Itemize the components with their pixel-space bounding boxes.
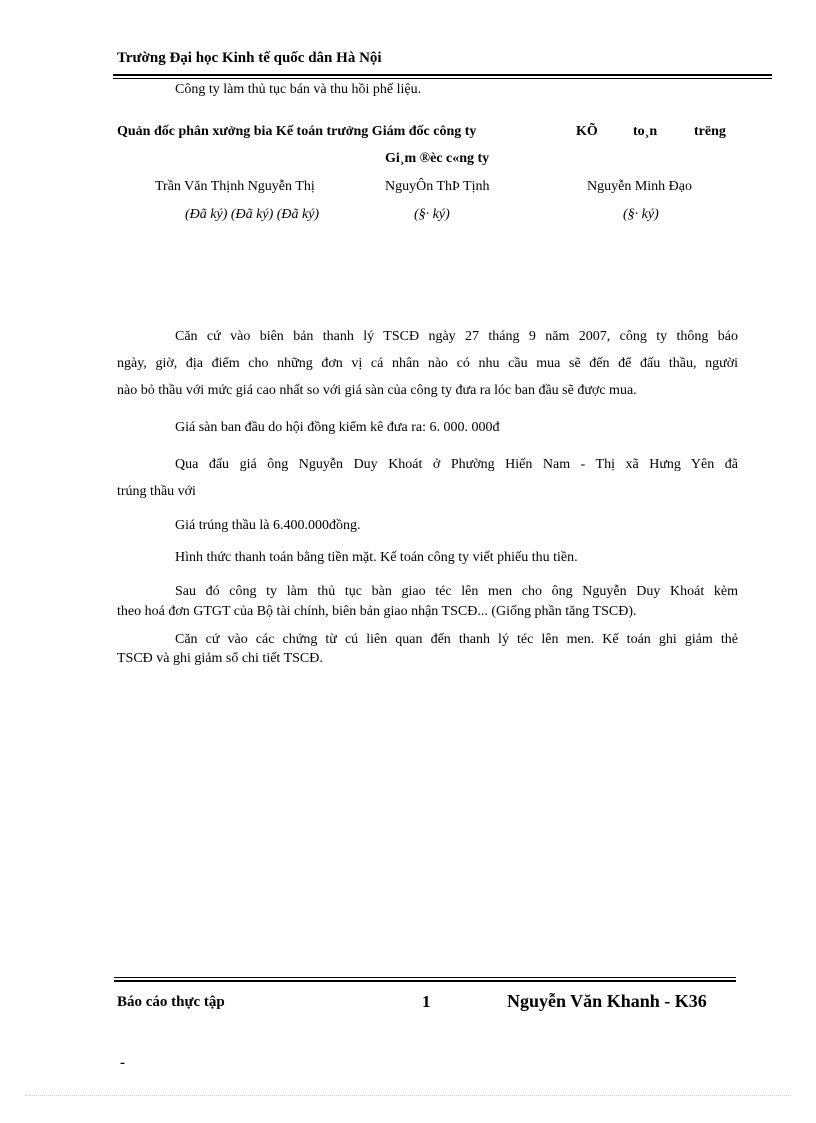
signature-title-garbled-3: trëng <box>694 124 726 139</box>
para7-line1: Căn cứ vào các chứng từ cú liên quan đến thanh lý téc lên men. Kế toán ghi giảm thẻ <box>175 632 738 647</box>
signed-mark-middle: (§· ký) <box>414 207 450 222</box>
para2: Giá sàn ban đầu do hội đồng kiểm kê đưa ra: 6. 000. 000đ <box>175 420 500 435</box>
signature-titles: Quản đốc phân xưởng bia Kế toán trưởng Giám đốc công ty <box>117 124 477 139</box>
footer-report-label: Báo cáo thực tập <box>117 994 225 1010</box>
signature-title-garbled-2: to¸n <box>633 124 658 139</box>
para1-line1: Căn cứ vào biên bản thanh lý TSCĐ ngày 27 tháng 9 năm 2007, công ty thông báo <box>175 329 738 344</box>
footer-rule-thin <box>114 977 736 978</box>
para6-line1: Sau đó công ty làm thủ tục bàn giao téc lên men cho ông Nguyễn Duy Khoát kèm <box>175 584 738 599</box>
para1-line3: nào bỏ thầu với mức giá cao nhất so với giá sàn của công ty đưa ra lóc ban đầu sẽ được mua. <box>117 383 637 398</box>
footer-mark: - <box>120 1055 125 1071</box>
para5: Hình thức thanh toán bằng tiền mặt. Kế toán công ty viết phiếu thu tiền. <box>175 550 578 565</box>
header-rule <box>113 74 772 76</box>
para6-line2: theo hoá đơn GTGT của Bộ tài chính, biên bản giao nhận TSCĐ... (Giống phần tăng TSCĐ). <box>117 604 637 619</box>
para3-line1: Qua đấu giá ông Nguyễn Duy Khoát ở Phường Hiến Nam - Thị xã Hưng Yên đã <box>175 457 738 472</box>
para3-line2: trúng thầu với <box>117 484 196 499</box>
signer-name-right: Nguyễn Minh Đạo <box>587 179 692 194</box>
para7-line2: TSCĐ và ghi giảm sổ chi tiết TSCĐ. <box>117 651 323 666</box>
footer-rule <box>114 980 736 982</box>
header-rule-thin <box>113 78 772 79</box>
intro-line: Công ty làm thủ tục bán và thu hồi phế liệu. <box>175 82 422 97</box>
signed-marks-left: (Đã ký) (Đã ký) (Đã ký) <box>185 207 320 222</box>
page-number: 1 <box>422 992 431 1011</box>
signature-title-row2: Gi¸m ®èc c«ng ty <box>385 151 490 166</box>
page-header: Trường Đại học Kinh tế quốc dân Hà Nội <box>117 50 382 66</box>
signed-mark-right: (§· ký) <box>623 207 659 222</box>
signature-title-garbled-1: KÕ <box>576 124 598 139</box>
para4: Giá trúng thầu là 6.400.000đồng. <box>175 518 361 533</box>
page-bottom-border <box>25 1095 791 1096</box>
signer-name-middle: NguyÔn ThÞ Tịnh <box>385 179 490 194</box>
signer-names-left: Trần Văn Thịnh Nguyễn Thị <box>155 179 315 194</box>
para1-line2: ngày, giờ, địa điểm cho những đơn vị cá nhân nào có nhu cầu mua sẽ đến để đấu thầu, người <box>117 356 738 371</box>
footer-author: Nguyễn Văn Khanh - K36 <box>507 991 707 1011</box>
